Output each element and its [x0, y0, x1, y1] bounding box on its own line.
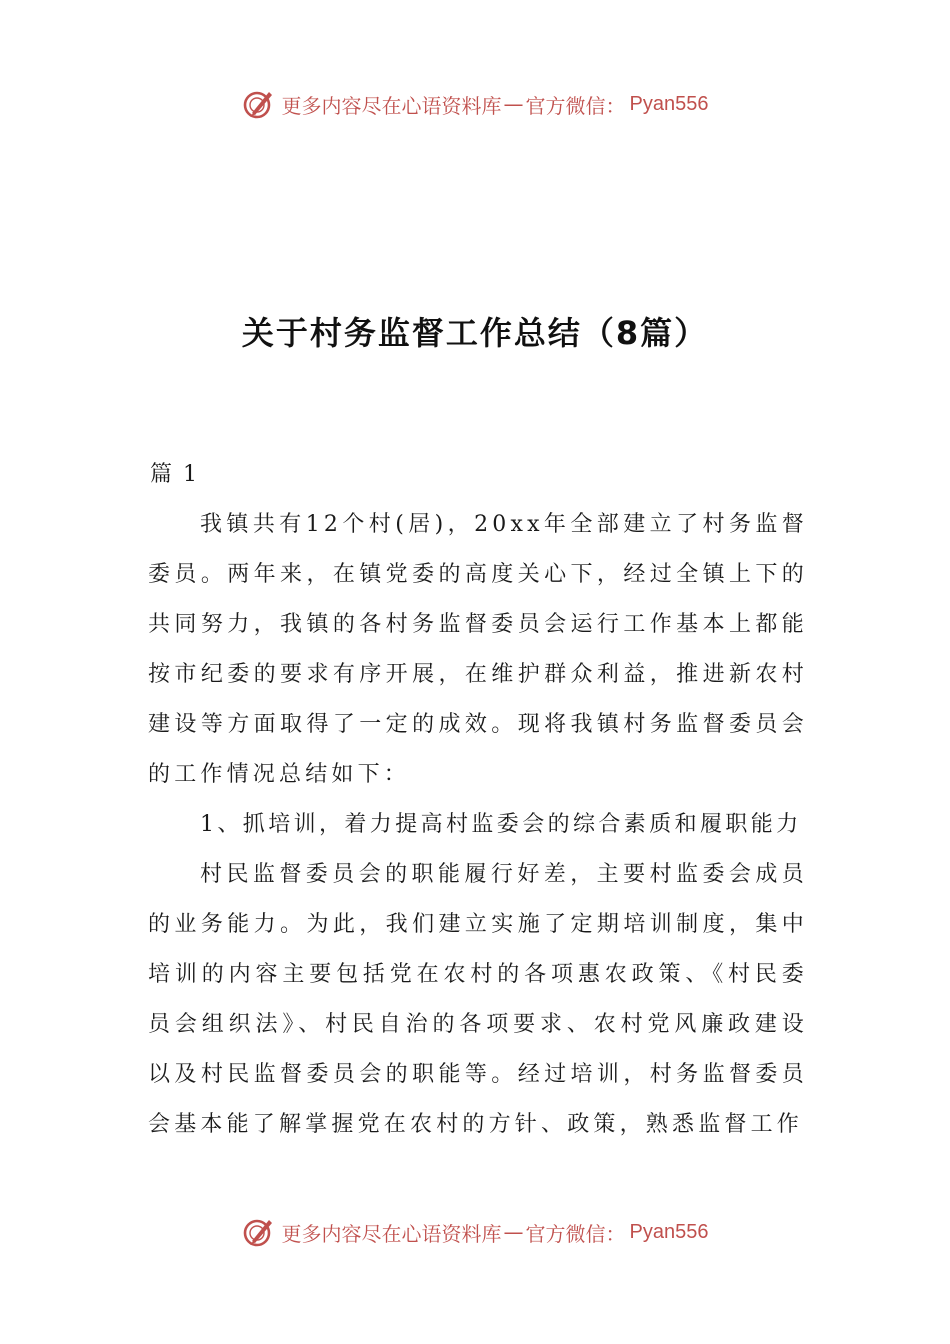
sub-heading: 1、抓培训，着力提高村监委会的综合素质和履职能力 [200, 812, 802, 837]
header-watermark [0, 84, 950, 124]
watermark-wechat-label: 官方微信： [525, 93, 626, 118]
watermark-site-text: 更多内容尽在心语资料库 [281, 93, 502, 118]
watermark-wechat-label: 官方微信： [525, 1221, 626, 1246]
footer-watermark [0, 1212, 950, 1252]
watermark-separator: — [503, 92, 524, 116]
document-body [148, 450, 808, 1150]
watermark-site-text: 更多内容尽在心语资料库 [281, 1221, 502, 1246]
body-paragraph: 村民监督委员会的职能履行好差，主要村监委会成员的业务能力。为此，我们建立实施了定期培训制度，集中培训的内容主要包括党在农村的各项惠农政策、《村民委员会组织法》、村民自治的各项要求、农村党风廉政建设以及村民监督委员会的职能等。经过培训，村务监督委员会基本能了解掌握党在农村的方针、政策，熟悉监督工作 [148, 862, 808, 1137]
section-label: 篇 1 [150, 462, 199, 487]
document-title: 关于村务监督工作总结（8篇） [241, 314, 709, 352]
watermark-separator: — [503, 1220, 524, 1244]
watermark-wechat-id: Pyan556 [629, 92, 709, 115]
watermark-wechat-id: Pyan556 [629, 1220, 709, 1243]
pen-nib-logo-icon [242, 87, 276, 121]
body-paragraph: 我镇共有12个村(居)，20xx年全部建立了村务监督委员。两年来，在镇党委的高度关心下，经过全镇上下的共同努力，我镇的各村务监督委员会运行工作基本上都能按市纪委的要求有序开展，在维护群众利益，推进新农村建设等方面取得了一定的成效。现将我镇村务监督委员会的工作情况总结如下： [148, 512, 808, 787]
pen-nib-logo-icon [242, 1215, 276, 1249]
